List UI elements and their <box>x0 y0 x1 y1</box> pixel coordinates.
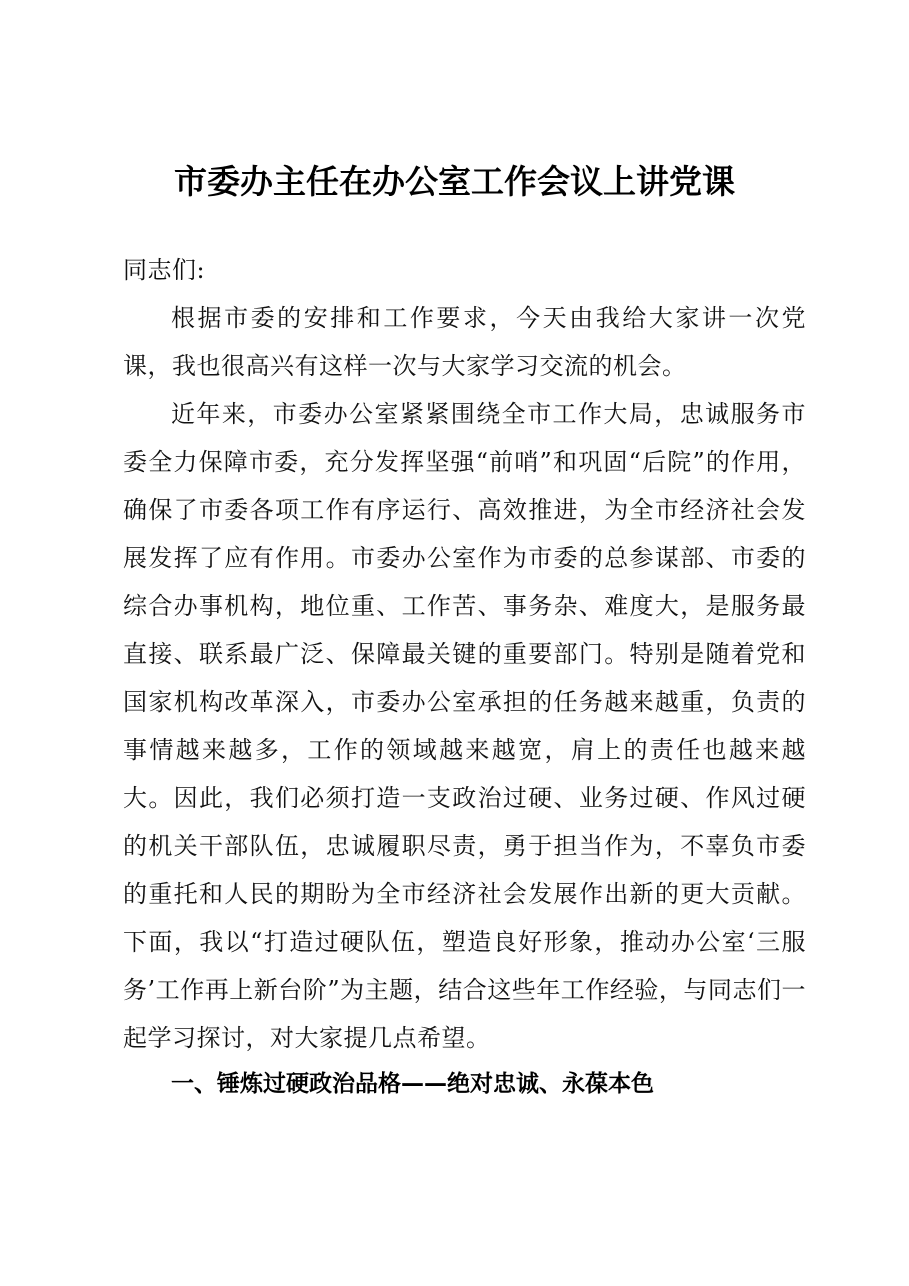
salutation: 同志们: <box>123 256 206 284</box>
document-title: 市委办主任在办公室工作会议上讲党课 <box>174 162 735 201</box>
section-heading-1: 一、锤炼过硬政治品格——绝对忠诚、永葆本色 <box>171 1071 654 1097</box>
paragraph-main: 近年来，市委办公室紧紧围绕全市工作大局，忠诚服务市委全力保障市委，充分发挥坚强“前哨”和巩固“后院”的作用，确保了市委各项工作有序运行、高效推进，为全市经济社会发展发挥了应有作用。市委办公室作为市委的总参谋部、市委的综合办事机构，地位重、工作苦、事务杂、难度大，是服务最直接、联系最广泛、保障最关键的重要部门。特别是随着党和国家机构改革深入，市委办公室承担的任务越来越重，负责的事情越来越多，工作的领域越来越宽，肩上的责任也越来越大。因此，我们必须打造一支政治过硬、业务过硬、作风过硬的机关干部队伍，忠诚履职尽责，勇于担当作为，不辜负市委的重托和人民的期盼为全市经济社会发展作出新的更大贡献。下面，我以“打造过硬队伍，塑造良好形象，推动办公室‘三服务’工作再上新台阶”为主题，结合这些年工作经验，与同志们一起学习探讨，对大家提几点希望。 <box>123 400 806 1052</box>
paragraph-intro: 根据市委的安排和工作要求，今天由我给大家讲一次党课，我也很高兴有这样一次与大家学习交流的机会。 <box>123 304 806 380</box>
